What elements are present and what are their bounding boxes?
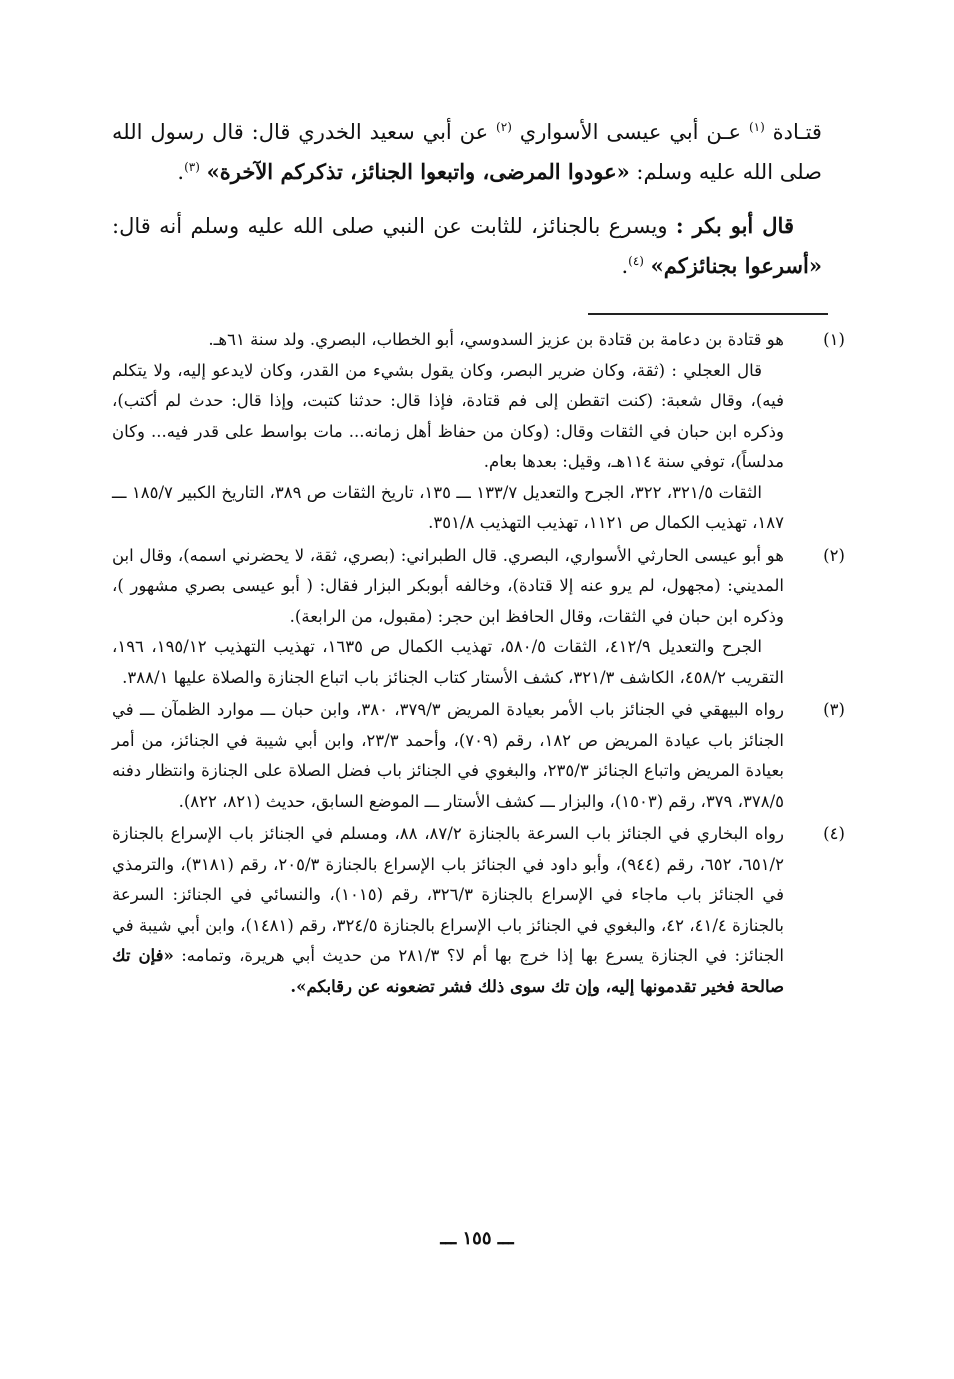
hadith-quote: «أسرعوا بجنائزكم» [650, 253, 822, 278]
footnote-number: (٣) [823, 700, 845, 719]
footnote-line: هو أبو عيسى الحارثي الأسواري، البصري. قال الطبراني: (بصري، ثقة، لا يحضرني اسمه)، وقال ابن المديني: (مجهول، لم يرو عنه إلا قتادة)، وخالفه أبوبكر البزار فقال: ( أبو عيسى بصري مشهور )، وذكره ابن حبان في الثقات، وقال الحافظ ابن حجر: (مقبول، من الرابعة). [112, 545, 784, 626]
footnote-number: (١) [823, 330, 845, 349]
footnote-separator [588, 313, 828, 315]
footnote-marker-1: (١) [748, 120, 765, 134]
footnote-line: الجرح والتعديل ٤١٢/٩، الثقات ٥٨٠/٥، تهذيب الكمال ص ١٦٣٥، تهذيب التهذيب ١٩٥/١٢، ١٩٦، التقريب ٤٥٨/٢، الكاشف ٣٢١/٣، كشف الأستار كتاب الجنائز باب اتباع الجنازة والصلاة عليها ٣٨٨/١. [112, 637, 784, 687]
footnotes [112, 325, 854, 1004]
footnote-line: قال العجلي : (ثقة، وكان ضرير البصر، وكان يقول بشيء من القدر، وكان لايدعو إليه، ولا يتكلم فيه)، وقال شعبة: (كنت اتقطن إلى فم قتادة، فإذا قال: حدثنا كتبت، وإذا قال: حدث لم أكتب)، وذكره ابن حبان في الثقات وقال: (وكان من حفاظ أهل زمانه... مات بواسط على قدر فيه... وكان مدلساً)، توفي سنة ١١٤هـ، وقيل: بعدها بعام. [112, 360, 784, 471]
footnote-4 [112, 819, 854, 1002]
page-number: ـــ ١٥٥ ـــ [440, 1228, 514, 1249]
footnote-marker-2: (٢) [496, 120, 512, 134]
text-fragment: عن أبي سعيد الخدري قال: قال رسول الله صلى الله عليه وسلم: [112, 120, 822, 184]
footnote-marker-3: (٣) [184, 160, 200, 174]
main-text [112, 112, 822, 300]
main-paragraph-1 [112, 112, 822, 192]
footnote-number: (٤) [823, 824, 845, 843]
text-fragment: . [621, 254, 629, 278]
text-fragment: عـن أبي عيسى الأسواري [519, 120, 742, 144]
hadith-quote: «فإن تك صالحة فخير تقدمونها إليه، وإن تك سوى ذلك فشر تضعونه عن رقابكم». [112, 946, 784, 996]
main-paragraph-2 [112, 206, 822, 286]
text-fragment: . [177, 160, 185, 184]
footnote-line [112, 819, 784, 1002]
footnote-1 [112, 325, 854, 539]
speaker-label: قال أبو بكر : [675, 213, 794, 238]
footnote-marker-4: (٤) [628, 254, 644, 268]
hadith-quote: «عودوا المرضى، واتبعوا الجنائز، تذكركم الآخرة» [206, 159, 630, 184]
footnote-text: رواه البخاري في الجنائز باب السرعة بالجنازة ٨٧/٢، ٨٨، ومسلم في الجنائز باب الإسراع بالجنازة ٦٥١/٢، ٦٥٢، رقم (٩٤٤)، وأبو داود في الجنائز باب الإسراع بالجنازة ٢٠٥/٣، رقم (٣١٨١)، والترمذي في الجنائز باب ماجاء في الإسراع بالجنازة ٣٢٦/٣، رقم (١٠١٥)، والنسائي في الجنائز: السرعة بالجنازة ٤١/٤، ٤٢، والبغوي في الجنائز باب الإسراع بالجنازة ٣٢٤/٥، رقم (١٤٨١)، وابن أبي شيبة في الجنائز: في الجنازة يسرع بها إذا خرج بها أم لا؟ ٢٨١/٣ من حديث أبي هريرة، وتمامه: [112, 824, 785, 965]
footnote-line: هو قتادة بن دعامة بن قتادة بن عزيز السدوسي، أبو الخطاب، البصري. ولد سنة ٦١هـ. [208, 330, 784, 349]
footnote-3 [112, 695, 854, 817]
footnote-number: (٢) [823, 545, 845, 565]
footnote-2 [112, 541, 854, 694]
text-fragment: قتـادة [772, 120, 822, 144]
text-fragment: ويسرع بالجنائز، للثابت عن النبي صلى الله عليه وسلم أنه قال: [112, 214, 668, 238]
footnote-line: رواه البيهقي في الجنائز باب الأمر بعيادة المريض ٣٧٩/٣، ٣٨٠، وابن حبان ـــ موارد الظمآن ـــ في الجنائز باب عيادة المريض ص ١٨٢، رقم (٧٠٩)، وأحمد ٢٣/٣، وابن أبي شيبة في الجنائز، من أمر بعيادة المريض واتباع الجنائز ٢٣٥/٣، والبغوي في الجنائز باب فضل الصلاة على الجنازة وانتظار دفنه ٣٧٨/٥، ٣٧٩، رقم (١٥٠٣)، والبزار ـــ كشف الأستار ـــ الموضع السابق، حديث (٨٢١، ٨٢٢). [112, 700, 785, 811]
footnote-line: الثقات ٣٢١/٥، ٣٢٢، الجرح والتعديل ١٣٣/٧ ـــ ١٣٥، تاريخ الثقات ص ٣٨٩، التاريخ الكبير ١٨٥/٧ ـــ ١٨٧، تهذيب الكمال ص ١١٢١، تهذيب التهذيب ٣٥١/٨. [112, 482, 784, 532]
